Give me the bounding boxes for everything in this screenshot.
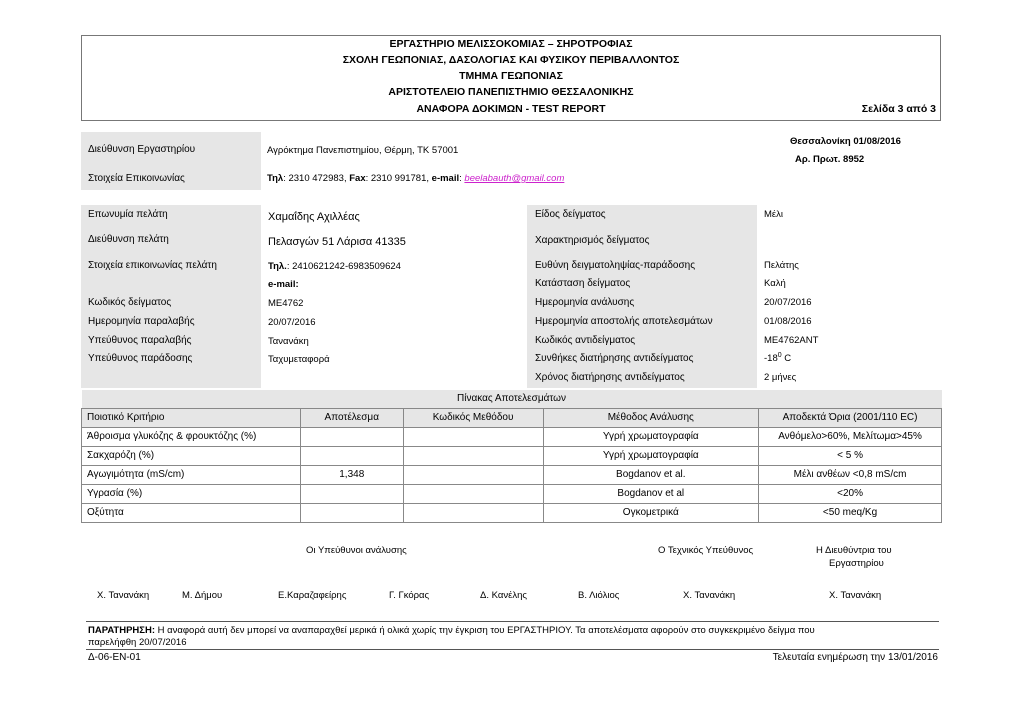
- lab-address-value: Αγρόκτημα Πανεπιστημίου, Θέρμη, ΤΚ 57001: [267, 145, 459, 156]
- method-cell: Υγρή χρωματογραφία: [543, 428, 759, 447]
- client-contact-label: Στοιχεία επικοινωνίας πελάτη: [88, 260, 217, 271]
- protocol-number: Αρ. Πρωτ. 8952: [795, 154, 865, 165]
- client-name-label: Επωνυμία πελάτη: [88, 209, 168, 220]
- column-header: Κωδικός Μεθόδου: [403, 409, 543, 428]
- table-row: [82, 447, 942, 466]
- sample-characterization-label: Χαρακτηρισμός δείγματος: [535, 235, 650, 246]
- signatory-name: Μ. Δήμου: [182, 590, 223, 601]
- sample-condition-value: Καλή: [764, 278, 786, 289]
- signatory-name: Χ. Τανανάκη: [683, 590, 736, 601]
- tel-label: Τηλ: [267, 173, 284, 184]
- table-row: [82, 428, 942, 447]
- report-title: ΑΝΑΦΟΡΑ ΔΟΚΙΜΩΝ - TEST REPORT: [416, 103, 606, 115]
- limits-cell: Ανθόμελο>60%, Μελίτωμα>45%: [759, 428, 942, 447]
- signatory-name: Δ. Κανέλης: [480, 590, 527, 601]
- footer-note-text: Η αναφορά αυτή δεν μπορεί να αναπαραχθεί μερικά ή ολικά χωρίς την έγκριση του ΕΡΓΑΣΤΗΡΙΟΥ. Τα αποτελέσματα αφορούν στο συγκεκριμένο δείγμα που: [155, 625, 815, 636]
- storage-duration-label: Χρόνος διατήρησης αντιδείγματος: [535, 372, 685, 383]
- fax-value: : 2310 991781,: [365, 173, 430, 184]
- lab-contact-label: Στοιχεία Επικοινωνίας: [88, 173, 185, 184]
- sample-type-value: Μέλι: [764, 209, 784, 220]
- result-cell: [300, 504, 403, 523]
- client-tel-value: : 2410621242-6983509624: [286, 261, 401, 272]
- sampling-responsibility-label: Ευθύνη δειγματοληψίας-παράδοσης: [535, 260, 696, 271]
- fax-label: Fax: [349, 173, 366, 184]
- signatory-name: Ε.Καραζαφείρης: [278, 590, 347, 601]
- receipt-date-value: 20/07/2016: [268, 317, 316, 328]
- footer-note-line2: παρελήφθη 20/07/2016: [88, 637, 187, 648]
- method-code-cell: [403, 485, 543, 504]
- lab-address-label: Διεύθυνση Εργαστηρίου: [88, 144, 196, 155]
- counter-sample-code-value: ΜΕ4762ΑΝΤ: [764, 335, 819, 346]
- client-name-value: Χαμαΐδης Αχιλλέας: [268, 211, 360, 223]
- client-email-label: e-mail:: [268, 279, 299, 290]
- lab-contact-value: [267, 173, 564, 184]
- footer-note: [88, 625, 815, 636]
- storage-temp-unit: C: [781, 353, 792, 365]
- results-sent-date-value: 01/08/2016: [764, 316, 812, 327]
- method-code-cell: [403, 466, 543, 485]
- results-header-row: [82, 409, 942, 428]
- column-header: Ποιοτικό Κριτήριο: [82, 409, 301, 428]
- lab-email-link[interactable]: beelabauth@gmail.com: [464, 173, 565, 184]
- deliverer-value: Ταχυμεταφορά: [268, 354, 330, 365]
- method-code-cell: [403, 504, 543, 523]
- sample-code-value: ΜΕ4762: [268, 298, 304, 309]
- result-cell: [300, 447, 403, 466]
- signatory-name: Χ. Τανανάκη: [97, 590, 150, 601]
- document-code: Δ-06-ΕΝ-01: [88, 652, 141, 663]
- table-row: [82, 504, 942, 523]
- receipt-date-label: Ημερομηνία παραλαβής: [88, 316, 195, 327]
- footer-divider-top: [86, 621, 939, 622]
- report-header: [81, 35, 941, 121]
- storage-temp-degree: 0: [777, 352, 782, 359]
- email-separator: :: [459, 173, 462, 184]
- column-header: Αποδεκτά Όρια (2001/110 EC): [759, 409, 942, 428]
- client-phone: [268, 261, 401, 272]
- method-cell: Bogdanov et al: [543, 485, 759, 504]
- signatory-name: Β. Λιόλιος: [578, 590, 620, 601]
- deliverer-label: Υπεύθυνος παράδοσης: [88, 353, 193, 364]
- analysts-heading: Οι Υπεύθυνοι ανάλυσης: [306, 545, 407, 556]
- storage-duration-value: 2 μήνες: [764, 372, 797, 383]
- limits-cell: Μέλι ανθέων <0,8 mS/cm: [759, 466, 942, 485]
- limits-cell: <50 meq/Kg: [759, 504, 942, 523]
- criterion-cell: Άθροισμα γλυκόζης & φρουκτόζης (%): [82, 428, 301, 447]
- results-title-row: [82, 390, 942, 409]
- tel-value: : 2310 472983,: [283, 173, 347, 184]
- receiver-label: Υπεύθυνος παραλαβής: [88, 335, 192, 346]
- method-cell: Υγρή χρωματογραφία: [543, 447, 759, 466]
- results-table: [81, 390, 942, 523]
- client-address-value: Πελασγών 51 Λάρισα 41335: [268, 236, 406, 248]
- column-header: Μέθοδος Ανάλυσης: [543, 409, 759, 428]
- storage-temp: -18: [764, 353, 778, 365]
- client-address-label: Διεύθυνση πελάτη: [88, 234, 169, 245]
- result-cell: 1,348: [300, 466, 403, 485]
- last-update: Τελευταία ενημέρωση την 13/01/2016: [772, 652, 938, 663]
- sampling-responsibility-value: Πελάτης: [764, 260, 799, 271]
- column-header: Αποτέλεσμα: [300, 409, 403, 428]
- sample-condition-label: Κατάσταση δείγματος: [535, 278, 631, 289]
- method-cell: Ογκομετρικά: [543, 504, 759, 523]
- method-code-cell: [403, 428, 543, 447]
- page-number: Σελίδα 3 από 3: [861, 103, 936, 115]
- signatory-name: Χ. Τανανάκη: [829, 590, 882, 601]
- method-cell: Bogdanov et al.: [543, 466, 759, 485]
- storage-conditions-label: Συνθήκες διατήρησης αντιδείγματος: [535, 353, 694, 364]
- result-cell: [300, 485, 403, 504]
- limits-cell: <20%: [759, 485, 942, 504]
- school-name: ΣΧΟΛΗ ΓΕΩΠΟΝΙΑΣ, ΔΑΣΟΛΟΓΙΑΣ ΚΑΙ ΦΥΣΙΚΟΥ ΠΕΡΙΒΑΛΛΟΝΤΟΣ: [342, 54, 680, 66]
- place-date: Θεσσαλονίκη 01/08/2016: [790, 136, 901, 147]
- analysis-date-value: 20/07/2016: [764, 297, 812, 308]
- criterion-cell: Αγωγιμότητα (mS/cm): [82, 466, 301, 485]
- signatory-name: Γ. Γκόρας: [389, 590, 430, 601]
- receiver-value: Τανανάκη: [268, 336, 309, 347]
- criterion-cell: Υγρασία (%): [82, 485, 301, 504]
- sample-type-label: Είδος δείγματος: [535, 209, 606, 220]
- footer-divider-bottom: [86, 649, 939, 650]
- counter-sample-code-label: Κωδικός αντιδείγματος: [535, 335, 636, 346]
- limits-cell: < 5 %: [759, 447, 942, 466]
- lab-name: ΕΡΓΑΣΤΗΡΙΟ ΜΕΛΙΣΣΟΚΟΜΙΑΣ – ΣΗΡΟΤΡΟΦΙΑΣ: [389, 38, 633, 50]
- table-row: [82, 485, 942, 504]
- department-name: ΤΜΗΜΑ ΓΕΩΠΟΝΙΑΣ: [459, 70, 563, 82]
- results-sent-date-label: Ημερομηνία αποστολής αποτελεσμάτων: [535, 316, 713, 327]
- storage-conditions-value: [764, 352, 791, 364]
- sample-code-label: Κωδικός δείγματος: [88, 297, 172, 308]
- university-name: ΑΡΙΣΤΟΤΕΛΕΙΟ ΠΑΝΕΠΙΣΤΗΜΙΟ ΘΕΣΣΑΛΟΝΙΚΗΣ: [388, 86, 634, 98]
- director-heading-line1: Η Διευθύντρια του: [816, 545, 892, 556]
- analysis-date-label: Ημερομηνία ανάλυσης: [535, 297, 635, 308]
- email-label: e-mail: [431, 173, 460, 184]
- results-title: Πίνακας Αποτελεσμάτων: [82, 390, 942, 409]
- director-heading-line2: Εργαστηρίου: [829, 558, 884, 569]
- technical-manager-heading: Ο Τεχνικός Υπεύθυνος: [658, 545, 754, 556]
- result-cell: [300, 428, 403, 447]
- method-code-cell: [403, 447, 543, 466]
- table-row: [82, 466, 942, 485]
- criterion-cell: Σακχαρόζη (%): [82, 447, 301, 466]
- client-tel-label: Τηλ.: [268, 261, 287, 272]
- footer-note-label: ΠΑΡΑΤΗΡΗΣΗ:: [88, 625, 156, 636]
- criterion-cell: Οξύτητα: [82, 504, 301, 523]
